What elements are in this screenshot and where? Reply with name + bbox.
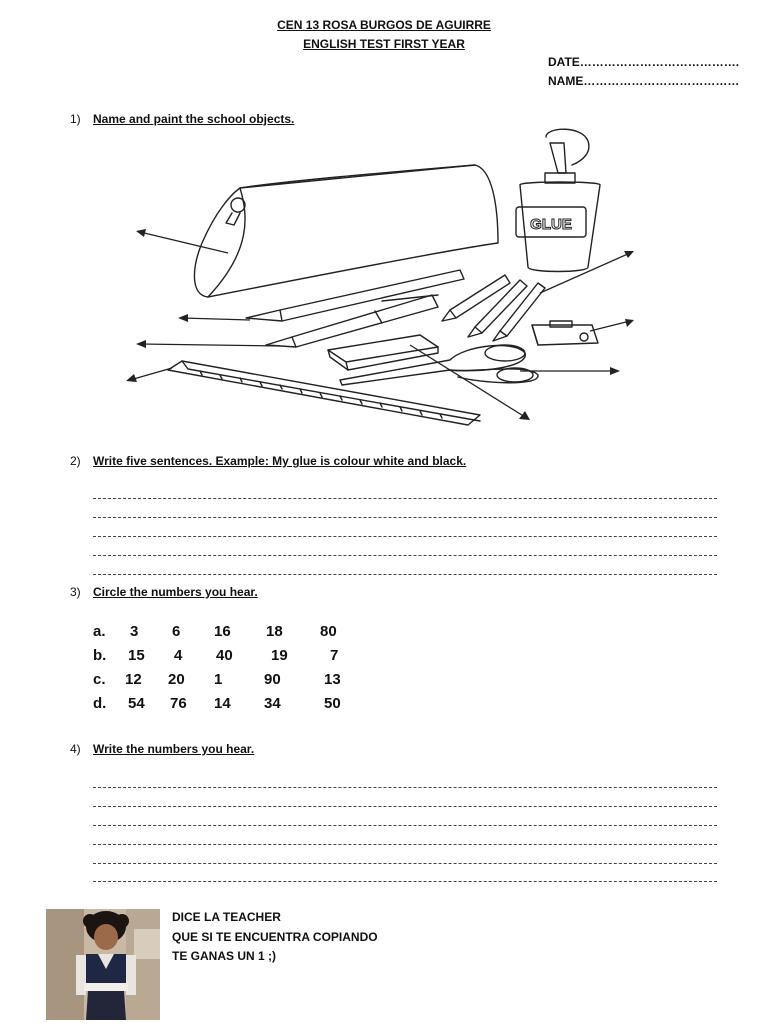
answer-line[interactable] [93, 844, 717, 845]
footer-line-3: TE GANAS UN 1 ;) [172, 949, 277, 963]
answer-line[interactable] [93, 825, 717, 826]
q1-number: 1) [70, 112, 81, 126]
number-option[interactable]: 15 [128, 647, 145, 664]
row-label: a. [93, 623, 106, 640]
pencil-case-drawing [194, 165, 498, 297]
number-option[interactable]: 80 [320, 623, 337, 640]
child-photo [46, 909, 160, 1020]
scissors-drawing [340, 345, 538, 385]
row-label: c. [93, 671, 106, 688]
number-option[interactable]: 16 [214, 623, 231, 640]
ruler-drawing [168, 361, 480, 425]
answer-line[interactable] [93, 536, 717, 537]
number-option[interactable]: 12 [125, 671, 142, 688]
row-label: d. [93, 695, 107, 712]
q2-number: 2) [70, 454, 81, 468]
answer-line[interactable] [93, 806, 717, 807]
number-option[interactable]: 40 [216, 647, 233, 664]
number-option[interactable]: 3 [130, 623, 139, 640]
glue-bottle-drawing [516, 129, 600, 271]
school-objects-illustration [120, 125, 640, 445]
footer-line-2: QUE SI TE ENCUENTRA COPIANDO [172, 930, 378, 944]
q1-instruction: Name and paint the school objects. [93, 112, 295, 126]
number-option[interactable]: 50 [324, 695, 341, 712]
number-option[interactable]: 7 [330, 647, 339, 664]
glue-label: GLUE [530, 216, 572, 233]
answer-line[interactable] [93, 863, 717, 864]
number-option[interactable]: 6 [172, 623, 181, 640]
number-option[interactable]: 76 [170, 695, 187, 712]
number-option[interactable]: 54 [128, 695, 145, 712]
test-title: ENGLISH TEST FIRST YEAR [303, 37, 465, 51]
q2-instruction: Write five sentences. Example: My glue is colour white and black. [93, 454, 467, 468]
answer-line[interactable] [93, 881, 717, 882]
number-option[interactable]: 34 [264, 695, 281, 712]
footer-line-1: DICE LA TEACHER [172, 910, 281, 924]
answer-line[interactable] [93, 787, 717, 788]
answer-line[interactable] [93, 574, 717, 575]
answer-line[interactable] [93, 498, 717, 499]
q4-instruction: Write the numbers you hear. [93, 742, 255, 756]
answer-line[interactable] [93, 555, 717, 556]
q3-instruction: Circle the numbers you hear. [93, 585, 258, 599]
number-option[interactable]: 13 [324, 671, 341, 688]
name-field: NAME………………………………… [548, 74, 740, 88]
sharpener-drawing [532, 321, 598, 345]
pen-drawing [266, 295, 438, 347]
row-label: b. [93, 647, 107, 664]
school-title: CEN 13 ROSA BURGOS DE AGUIRRE [277, 18, 491, 32]
answer-line[interactable] [93, 517, 717, 518]
number-option[interactable]: 14 [214, 695, 231, 712]
q4-number: 4) [70, 742, 81, 756]
number-option[interactable]: 19 [271, 647, 288, 664]
date-field: DATE…………………………………. [548, 55, 740, 69]
number-option[interactable]: 18 [266, 623, 283, 640]
number-option[interactable]: 90 [264, 671, 281, 688]
number-option[interactable]: 4 [174, 647, 183, 664]
number-option[interactable]: 20 [168, 671, 185, 688]
crayons-drawing [442, 275, 545, 341]
q3-number: 3) [70, 585, 81, 599]
number-option[interactable]: 1 [214, 671, 223, 688]
